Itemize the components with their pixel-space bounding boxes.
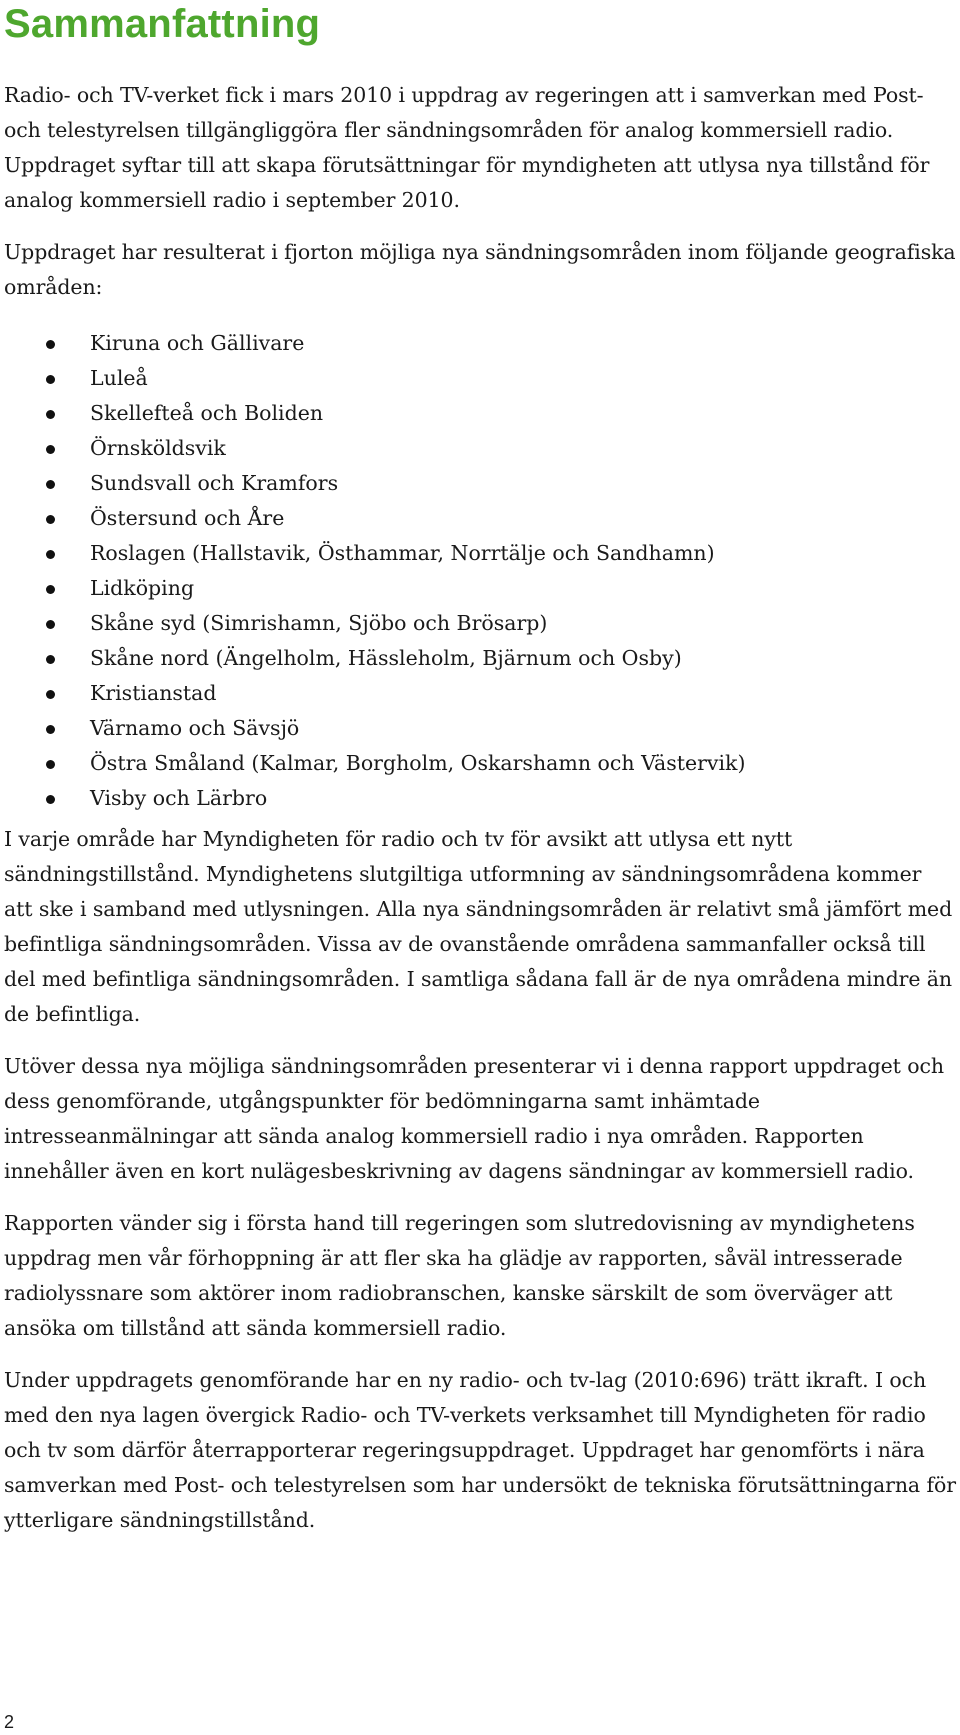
list-item-text: Roslagen (Hallstavik, Östhammar, Norrtälje och Sandhamn): [90, 541, 715, 565]
paragraph-new-law: Under uppdragets genomförande har en ny radio- och tv-lag (2010:696) trätt ikraft. I och med den nya lagen övergick Radio- och TV-verkets verksamhet till Myndigheten för radio och tv som därför återrapporterar regeringsuppdraget. Uppdraget har genomförts i nära samverkan med Post- och telestyrelsen som har undersökt de tekniska förutsättningarna för ytterligare sändningstillstånd.: [4, 1368, 956, 1532]
bullet-icon: [46, 655, 55, 664]
bullet-icon: [46, 480, 55, 489]
list-item: [4, 396, 956, 431]
bullet-icon: [46, 620, 55, 629]
list-item: [4, 431, 956, 466]
bullet-icon: [46, 795, 55, 804]
list-item-text: Östra Småland (Kalmar, Borgholm, Oskarshamn och Västervik): [90, 751, 746, 775]
list-item: [4, 536, 956, 571]
list-item: [4, 781, 956, 816]
paragraph-audience: Rapporten vänder sig i första hand till regeringen som slutredovisning av myndighetens uppdrag men vår förhoppning är att fler ska ha glädje av rapporten, såväl intresserade radiolyssnare som aktörer inom radiobranschen, kanske särskilt de som överväger att ansöka om tillstånd att sända kommersiell radio.: [4, 1211, 915, 1340]
bullet-icon: [46, 375, 55, 384]
paragraph-report-content: Utöver dessa nya möjliga sändningsområden presenterar vi i denna rapport uppdraget och dess genomförande, utgångspunkter för bedömningarna samt inhämtade intresseanmälningar att sända analog kommersiell radio i nya områden. Rapporten innehåller även en kort nulägesbeskrivning av dagens sändningar av kommersiell radio.: [4, 1054, 944, 1183]
bullet-icon: [46, 585, 55, 594]
list-item: [4, 606, 956, 641]
list-item-text: Visby och Lärbro: [90, 786, 268, 810]
bullet-icon: [46, 445, 55, 454]
area-list: [4, 326, 956, 816]
bullet-icon: [46, 340, 55, 349]
list-item-text: Sundsvall och Kramfors: [90, 471, 339, 495]
list-item: [4, 676, 956, 711]
list-item-text: Skåne nord (Ängelholm, Hässleholm, Bjärnum och Osby): [90, 646, 682, 670]
list-item-text: Kristianstad: [90, 681, 217, 705]
bullet-icon: [46, 515, 55, 524]
list-item: [4, 746, 956, 781]
list-item-text: Skellefteå och Boliden: [90, 401, 324, 425]
list-item: [4, 501, 956, 536]
list-item-text: Luleå: [90, 366, 148, 390]
bullet-icon: [46, 410, 55, 419]
list-item: [4, 711, 956, 746]
bullet-icon: [46, 690, 55, 699]
list-item: [4, 466, 956, 501]
page-title: Sammanfattning: [4, 2, 321, 46]
list-item: [4, 326, 956, 361]
list-item: [4, 571, 956, 606]
document-page: [4, 0, 956, 1538]
page-number: 2: [4, 1712, 15, 1732]
paragraph-intro: Radio- och TV-verket fick i mars 2010 i uppdrag av regeringen att i samverkan med Post- och telestyrelsen tillgängliggöra fler sändningsområden för analog kommersiell radio. Uppdraget syftar till att skapa förutsättningar för myndigheten att utlysa nya tillstånd för analog kommersiell radio i september 2010.: [4, 83, 930, 212]
list-item-text: Östersund och Åre: [90, 506, 285, 530]
bullet-icon: [46, 725, 55, 734]
list-item-text: Lidköping: [90, 576, 195, 600]
paragraph-license: I varje område har Myndigheten för radio och tv för avsikt att utlysa ett nytt sändningstillstånd. Myndighetens slutgiltiga utformning av sändningsområdena kommer att ske i samband med utlysningen. Alla nya sändningsområden är relativt små jämfört med befintliga sändningsområden. Vissa av de ovanstående områdena sammanfaller också till del med befintliga sändningsområden. I samtliga sådana fall är de nya områdena mindre än de befintliga.: [4, 827, 953, 1026]
list-item: [4, 641, 956, 676]
list-item-text: Skåne syd (Simrishamn, Sjöbo och Brösarp): [90, 611, 548, 635]
list-item: [4, 361, 956, 396]
bullet-icon: [46, 550, 55, 559]
list-item-text: Värnamo och Sävsjö: [90, 716, 300, 740]
list-item-text: Örnsköldsvik: [90, 436, 226, 460]
bullet-icon: [46, 760, 55, 769]
paragraph-result: Uppdraget har resulterat i fjorton möjliga nya sändningsområden inom följande geografiska områden:: [4, 240, 956, 299]
list-item-text: Kiruna och Gällivare: [90, 331, 305, 355]
